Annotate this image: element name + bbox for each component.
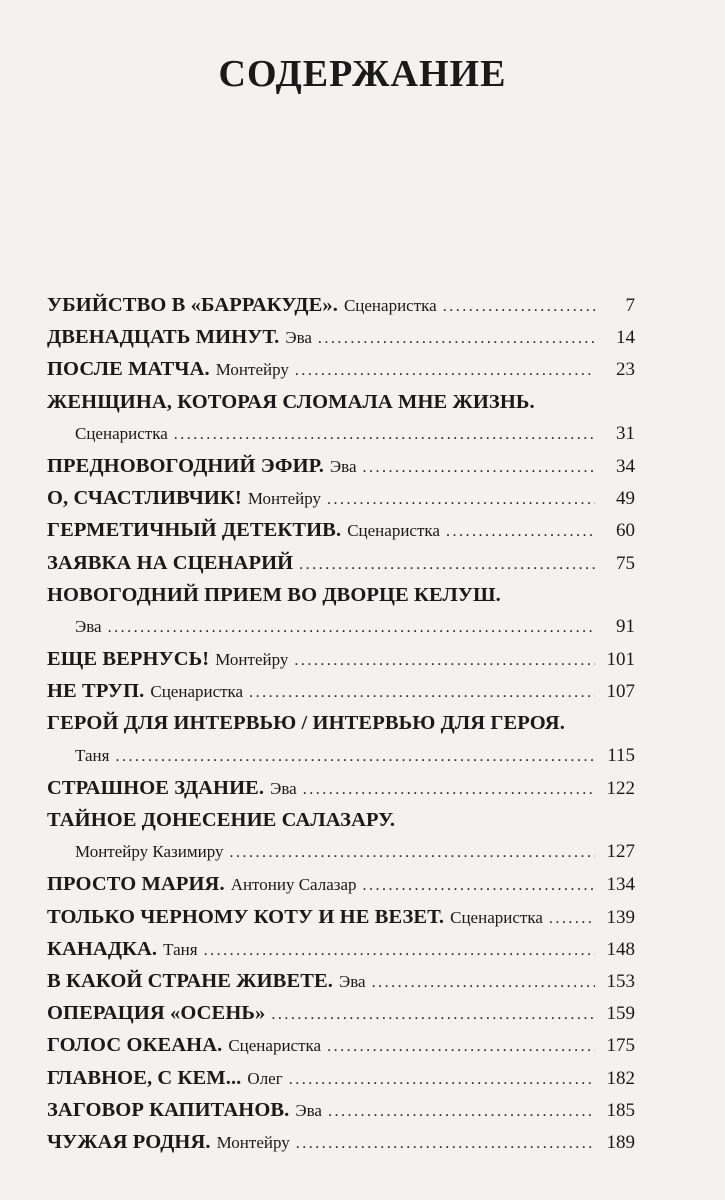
toc-entry-author: Сценаристка <box>228 1036 322 1056</box>
toc-entry-title: ГЕРОЙ ДЛЯ ИНТЕРВЬЮ / ИНТЕРВЬЮ ДЛЯ ГЕРОЯ. <box>47 712 565 735</box>
toc-entry-title: ГОЛОС ОКЕАНА. <box>47 1034 223 1057</box>
toc-leader-dots <box>294 645 595 677</box>
toc-entry <box>47 933 635 965</box>
toc-entry <box>47 804 635 868</box>
toc-entry <box>47 1094 635 1126</box>
toc-leader-dots <box>204 935 595 967</box>
page-title: СОДЕРЖАНИЕ <box>218 53 507 95</box>
toc-entry <box>47 386 635 450</box>
toc-entry-page: 122 <box>606 777 635 799</box>
toc-entry-title: НЕ ТРУП. <box>47 680 145 703</box>
toc-entry-title: ОПЕРАЦИЯ «ОСЕНЬ» <box>47 1002 266 1025</box>
toc-entry-first-line <box>47 386 635 418</box>
toc-entry <box>47 643 635 675</box>
toc-entry-title: ЕЩЕ ВЕРНУСЬ! <box>47 648 210 671</box>
toc-leader-dots <box>372 967 595 999</box>
toc-entry-line <box>47 675 635 707</box>
toc-entry-line <box>47 482 635 514</box>
toc-entry-title: ЖЕНЩИНА, КОТОРАЯ СЛОМАЛА МНЕ ЖИЗНЬ. <box>47 390 535 413</box>
toc-entry-first-line <box>47 579 635 611</box>
toc-entry-title: ТОЛЬКО ЧЕРНОМУ КОТУ И НЕ ВЕЗЕТ. <box>47 905 445 928</box>
toc-entry-page: 148 <box>606 938 635 960</box>
toc-entry-page: 107 <box>606 681 635 703</box>
toc-entry-author: Сценаристка <box>343 296 437 315</box>
toc-entry-page: 31 <box>616 422 635 444</box>
toc-entry-title: ЗАГОВОР КАПИТАНОВ. <box>47 1098 290 1121</box>
toc-entry-title: ПРЕДНОВОГОДНИЙ ЭФИР. <box>47 454 324 477</box>
toc-entry-second-line <box>47 836 635 868</box>
toc-entry-page: 182 <box>606 1067 635 1089</box>
toc-entry-title: КАНАДКА. <box>47 937 158 960</box>
toc-entry-line <box>47 547 635 579</box>
toc-entry <box>47 901 635 933</box>
toc-entry-author: Сценаристка <box>75 423 168 443</box>
toc-entry-title: ПОСЛЕ МАТЧА. <box>47 358 210 381</box>
toc-entry-author: Олег <box>247 1068 283 1088</box>
toc-entry <box>47 1126 635 1158</box>
toc-entry-second-line <box>47 418 635 450</box>
table-of-contents <box>47 289 635 1158</box>
toc-entry-title: В КАКОЙ СТРАНЕ ЖИВЕТЕ. <box>47 969 333 992</box>
toc-leader-dots <box>108 612 595 644</box>
toc-entry-title: ПРОСТО МАРИЯ. <box>47 873 225 896</box>
toc-entry <box>47 868 635 900</box>
toc-leader-dots <box>363 452 596 484</box>
toc-entry-author: Сценаристка <box>347 521 440 541</box>
toc-entry <box>47 547 635 579</box>
toc-entry-page: 49 <box>616 488 635 510</box>
toc-entry-author: Монтейру <box>215 650 289 670</box>
toc-entry <box>47 579 635 643</box>
toc-entry-page: 60 <box>616 520 635 542</box>
toc-entry-line <box>47 901 635 933</box>
toc-entry-second-line <box>47 611 635 643</box>
toc-entry <box>47 289 635 321</box>
toc-entry-line <box>47 772 635 804</box>
toc-leader-dots <box>289 1064 595 1096</box>
toc-entry-second-line <box>47 740 635 772</box>
toc-entry-author: Эва <box>339 971 366 991</box>
toc-leader-dots <box>328 1096 595 1128</box>
toc-entry-author: Монтейру <box>215 360 289 380</box>
toc-entry-page: 127 <box>606 841 635 863</box>
toc-entry-title: ТАЙНОЕ ДОНЕСЕНИЕ САЛАЗАРУ. <box>47 809 396 831</box>
toc-entry-page: 115 <box>607 744 635 766</box>
toc-entry-line <box>47 868 635 900</box>
toc-entry-author: Эва <box>285 328 312 348</box>
toc-entry <box>47 965 635 997</box>
toc-entry-author: Монтейру Казимиру <box>75 842 224 862</box>
toc-entry-line <box>47 321 635 353</box>
toc-entry-author: Эва <box>295 1100 322 1120</box>
toc-entry-page: 139 <box>606 906 635 928</box>
toc-leader-dots <box>115 741 595 773</box>
toc-entry-line <box>47 933 635 965</box>
toc-entry-line <box>47 965 635 997</box>
toc-entry <box>47 772 635 804</box>
toc-entry-title: ГЕРМЕТИЧНЫЙ ДЕТЕКТИВ. <box>47 519 342 542</box>
toc-entry-title: УБИЙСТВО В «БАРРАКУДЕ». <box>47 294 338 316</box>
toc-entry-line <box>47 1029 635 1061</box>
toc-entry-author: Монтейру <box>247 489 321 509</box>
toc-leader-dots <box>446 516 595 548</box>
toc-entry-author: Таня <box>163 939 198 959</box>
toc-entry-title: ЗАЯВКА НА СЦЕНАРИЙ <box>47 551 294 574</box>
toc-entry-title: СТРАШНОЕ ЗДАНИЕ. <box>47 776 265 799</box>
toc-leader-dots <box>327 484 595 516</box>
toc-entry-line <box>47 643 635 675</box>
toc-entry-title: НОВОГОДНИЙ ПРИЕМ ВО ДВОРЦЕ КЕЛУШ. <box>47 583 501 606</box>
toc-entry-line <box>47 1094 635 1126</box>
toc-entry <box>47 450 635 482</box>
toc-entry-line <box>47 1126 635 1158</box>
toc-leader-dots <box>174 419 595 451</box>
toc-entry-page: 175 <box>606 1035 635 1057</box>
toc-entry-page: 91 <box>616 615 635 637</box>
toc-leader-dots <box>249 677 595 709</box>
toc-leader-dots <box>303 774 595 806</box>
toc-entry-title: ДВЕНАДЦАТЬ МИНУТ. <box>47 326 280 349</box>
toc-entry-first-line <box>47 707 635 739</box>
toc-entry-page: 75 <box>616 552 635 574</box>
toc-leader-dots <box>443 291 595 323</box>
toc-leader-dots <box>363 870 595 902</box>
toc-leader-dots <box>549 903 595 935</box>
toc-entry-page: 189 <box>606 1131 635 1153</box>
toc-entry <box>47 321 635 353</box>
toc-entry-author: Антониу Салазар <box>230 875 357 895</box>
toc-entry-page: 101 <box>606 649 635 671</box>
toc-leader-dots <box>318 323 595 355</box>
toc-entry <box>47 1062 635 1094</box>
toc-entry-title: ГЛАВНОЕ, С КЕМ... <box>47 1066 242 1089</box>
toc-entry <box>47 482 635 514</box>
toc-leader-dots <box>327 1031 595 1063</box>
toc-leader-dots <box>299 549 595 581</box>
toc-entry-line <box>47 450 635 482</box>
toc-leader-dots <box>295 355 595 387</box>
toc-entry-line <box>47 514 635 546</box>
toc-entry-line <box>47 289 635 321</box>
toc-entry-author: Монтейру <box>216 1132 290 1152</box>
toc-entry-line <box>47 997 635 1029</box>
toc-leader-dots <box>271 999 595 1031</box>
toc-entry-page: 153 <box>606 970 635 992</box>
toc-entry-author: Сценаристка <box>150 682 244 702</box>
toc-leader-dots <box>296 1128 595 1160</box>
toc-entry-line <box>47 353 635 385</box>
toc-entry <box>47 707 635 771</box>
toc-entry-page: 159 <box>606 1003 635 1025</box>
toc-entry <box>47 353 635 385</box>
toc-entry-author: Эва <box>75 616 102 636</box>
toc-entry-page: 7 <box>625 295 635 316</box>
toc-entry <box>47 514 635 546</box>
toc-leader-dots <box>230 837 596 869</box>
toc-entry-first-line <box>47 804 635 836</box>
toc-entry-title: ЧУЖАЯ РОДНЯ. <box>47 1130 211 1153</box>
toc-entry-author: Сценаристка <box>450 907 543 927</box>
toc-entry-line <box>47 1062 635 1094</box>
toc-entry-author: Эва <box>329 456 357 476</box>
toc-entry-author: Таня <box>75 745 110 765</box>
toc-entry-title: О, СЧАСТЛИВЧИК! <box>47 487 242 510</box>
toc-entry-page: 134 <box>606 874 635 896</box>
toc-entry-page: 23 <box>616 359 635 381</box>
toc-entry-page: 185 <box>606 1099 635 1121</box>
toc-entry <box>47 675 635 707</box>
toc-entry-author: Эва <box>270 778 297 798</box>
toc-entry <box>47 1029 635 1061</box>
toc-entry <box>47 997 635 1029</box>
toc-entry-page: 34 <box>616 455 635 477</box>
toc-entry-page: 14 <box>616 327 635 349</box>
